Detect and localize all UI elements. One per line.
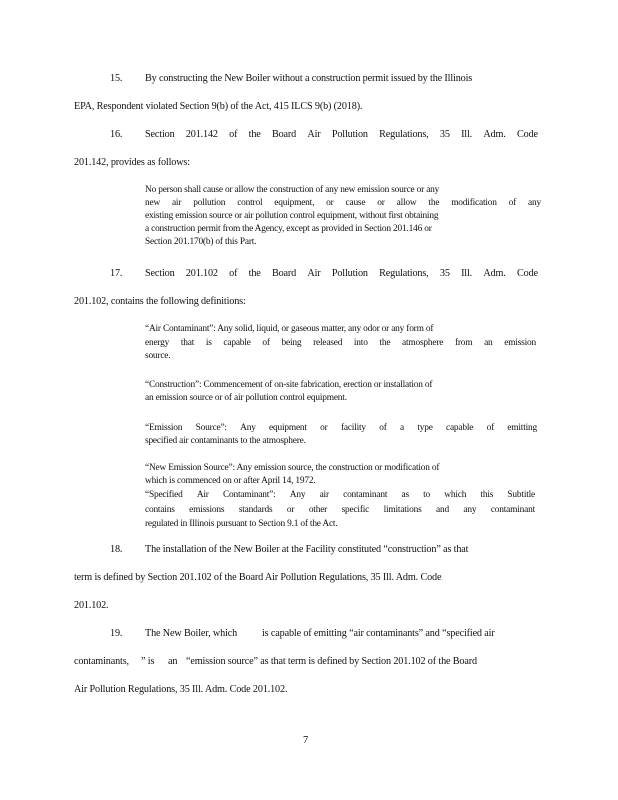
word: equipment, (274, 198, 315, 208)
word: emission (504, 338, 536, 348)
word: Code (517, 129, 538, 140)
paragraph-18-line-3: 201.102. (74, 600, 109, 611)
paragraph-17-line-2: 201.102, contains the following definitions: (74, 296, 246, 307)
word: contains (145, 505, 175, 515)
definition-specified-air-contaminant-line-2 (145, 506, 535, 515)
word: of (229, 268, 238, 279)
word: from (454, 338, 473, 348)
definition-new-emission-source-line-2: which is commenced on or after April 14, 1972. (145, 476, 316, 486)
word: Section (145, 268, 175, 279)
paragraph-number-17: 17. (110, 268, 123, 279)
word: any (463, 505, 477, 515)
word: Any (240, 423, 256, 433)
word: type (417, 423, 433, 433)
paragraph-18-line-2: term is defined by Section 201.102 of the Board Air Pollution Regulations, 35 Ill. Adm. Code (74, 572, 442, 583)
paragraph-19-line-1-part-2: is capable of emitting “air contaminants” and “specified air (262, 628, 495, 639)
word: control (237, 198, 263, 208)
word: emissions (189, 505, 225, 515)
word: “Specified (145, 490, 183, 500)
paragraph-19-line-2-part-4: “emission source” as that term is defined by Section 201.102 of the Board (186, 656, 477, 667)
word: is (205, 338, 212, 348)
word: as (401, 490, 409, 500)
word: allow (396, 198, 417, 208)
word: this (480, 490, 494, 500)
paragraph-16-line-2: 201.142, provides as follows: (74, 157, 190, 168)
word: Air (196, 490, 209, 500)
word: of (508, 198, 517, 208)
word: standards (238, 505, 273, 515)
word: Contaminant”: (222, 490, 276, 500)
word: Board (271, 129, 297, 140)
word: specific (341, 505, 370, 515)
word: being (281, 338, 302, 348)
word: 35 (439, 129, 450, 140)
word: Subtitle (507, 490, 535, 500)
quote-201142-line-2 (145, 199, 541, 208)
paragraph-19-line-2-part-1: contaminants, (74, 656, 129, 667)
page-number: 7 (303, 735, 309, 746)
paragraph-15-line-2: EPA, Respondent violated Section 9(b) of the Act, 415 ILCS 9(b) (2018). (74, 101, 363, 112)
paragraph-number-15: 15. (110, 73, 123, 84)
paragraph-19-line-1-part-1: The New Boiler, which (145, 628, 238, 639)
word: Adm. (483, 129, 506, 140)
word: of (229, 129, 238, 140)
word: Section (145, 129, 175, 140)
word: Air (307, 129, 321, 140)
word: the (379, 338, 391, 348)
word: 201.142 (185, 129, 218, 140)
word: limitations (383, 505, 422, 515)
word: any (528, 198, 541, 208)
word: air (319, 490, 329, 500)
word: or (326, 198, 334, 208)
paragraph-18-line-1: The installation of the New Boiler at the Facility constituted “construction” as that (145, 544, 469, 555)
definition-emission-source-line-1 (145, 424, 537, 433)
word: the (248, 129, 261, 140)
word: new (145, 198, 161, 208)
word: Ill. (461, 129, 473, 140)
paragraph-16-line-1 (145, 130, 538, 140)
definition-air-contaminant-line-1: “Air Contaminant”: Any solid, liquid, or gaseous matter, any odor or any form of (145, 324, 434, 334)
word: cause (345, 198, 366, 208)
word: energy (145, 338, 170, 348)
definition-specified-air-contaminant-line-1 (145, 491, 535, 500)
quote-201142-line-5: Section 201.170(b) of this Part. (145, 237, 257, 247)
definition-construction-line-1: “Construction”: Commencement of on-site fabrication, erection or installation of (145, 380, 433, 390)
word: capable (223, 338, 251, 348)
word: equipment (269, 423, 307, 433)
definition-new-emission-source-line-1: “New Emission Source”: Any emission source, the construction or modification of (145, 463, 440, 473)
word: into (353, 338, 368, 348)
word: to (423, 490, 431, 500)
paragraph-19-line-2-part-3: an (168, 656, 178, 667)
word: or (320, 423, 328, 433)
word: of (486, 423, 494, 433)
quote-201142-line-1: No person shall cause or allow the construction of any new emission source or any (145, 185, 440, 195)
paragraph-number-19: 19. (110, 628, 123, 639)
word: Source”: (195, 423, 227, 433)
word: Regulations, (379, 268, 429, 279)
definition-air-contaminant-line-2 (145, 339, 536, 348)
word: Pollution (331, 268, 368, 279)
word: an (484, 338, 493, 348)
word: Adm. (483, 268, 506, 279)
paragraph-number-18: 18. (110, 544, 123, 555)
definition-emission-source-line-2: specified air contaminants to the atmosphere. (145, 436, 306, 446)
word: 201.102 (185, 268, 218, 279)
word: Air (307, 268, 321, 279)
definition-specified-air-contaminant-line-3: regulated in Illinois pursuant to Section 9.1 of the Act. (145, 519, 338, 529)
word: “Emission (145, 423, 183, 433)
word: Regulations, (379, 129, 429, 140)
quote-201142-line-4: a construction permit from the Agency, except as provided in Section 201.146 or (145, 224, 432, 234)
word: a (400, 423, 404, 433)
word: the (428, 198, 440, 208)
word: other (308, 505, 328, 515)
word: which (444, 490, 467, 500)
definition-construction-line-2: an emission source or of air pollution control equipment. (145, 393, 347, 403)
word: Ill. (461, 268, 473, 279)
word: air (171, 198, 182, 208)
word: that (180, 338, 195, 348)
word: contaminant (343, 490, 388, 500)
word: Code (517, 268, 538, 279)
word: pollution (193, 198, 226, 208)
word: Board (271, 268, 297, 279)
word: of (379, 423, 387, 433)
word: capable (446, 423, 474, 433)
word: emitting (507, 423, 537, 433)
word: atmosphere (402, 338, 444, 348)
word: of (262, 338, 270, 348)
word: contaminant (490, 505, 535, 515)
paragraph-19-line-2-part-2: ” is (141, 656, 155, 667)
word: or (377, 198, 385, 208)
quote-201142-line-3: existing emission source or air pollution control equipment, without first obtaining (145, 211, 439, 221)
paragraph-19-line-3: Air Pollution Regulations, 35 Ill. Adm. Code 201.102. (74, 684, 288, 695)
word: and (436, 505, 449, 515)
paragraph-15-line-1: By constructing the New Boiler without a construction permit issued by the Illinois (145, 73, 473, 84)
word: 35 (439, 268, 450, 279)
word: facility (340, 423, 366, 433)
word: released (313, 338, 343, 348)
word: Any (289, 490, 306, 500)
word: modification (451, 198, 497, 208)
word: the (248, 268, 261, 279)
paragraph-17-line-1 (145, 269, 538, 279)
word: or (286, 505, 295, 515)
word: Pollution (331, 129, 368, 140)
definition-air-contaminant-line-3: source. (145, 351, 171, 361)
paragraph-number-16: 16. (110, 129, 123, 140)
